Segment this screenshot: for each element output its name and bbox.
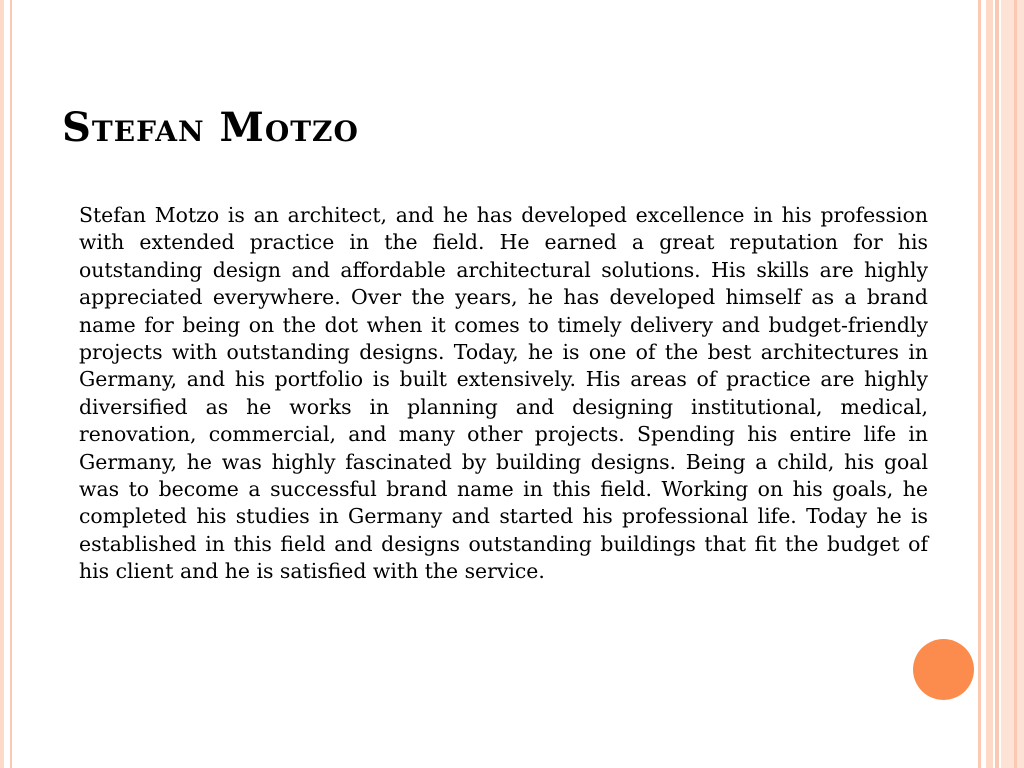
slide-title: Stefan Motzo <box>62 104 359 151</box>
right-border-stripe-1 <box>978 0 981 768</box>
right-border-stripe-5 <box>1014 0 1017 768</box>
right-border-stripe-3 <box>995 0 999 768</box>
left-border-stripe <box>0 0 4 768</box>
slide-body-text: Stefan Motzo is an architect, and he has developed excellence in his profession with extended practice in the field. He earned a great reputation for his outstanding design and affordable architectural solutions. His skills are highly appreciated everywhere. Over the years, he has developed himself as a brand name for being on the dot when it comes to timely delivery and budget-friendly projects with outstanding designs. Today, he is one of the best architectures in Germany, and his portfolio is built extensively. His areas of practice are highly diversified as he works in planning and designing institutional, medical, renovation, commercial, and many other projects. Spending his entire life in Germany, he was highly fascinated by building designs. Being a child, his goal was to become a successful brand name in this field. Working on his goals, he completed his studies in Germany and started his professional life. Today he is established in this field and designs outstanding buildings that fit the budget of his client and he is satisfied with the service. <box>79 203 928 584</box>
decorative-circle-icon <box>913 639 974 700</box>
left-border-line <box>10 0 12 768</box>
right-border-stripe-2 <box>986 0 993 768</box>
right-border-stripe-4 <box>1001 0 1024 768</box>
